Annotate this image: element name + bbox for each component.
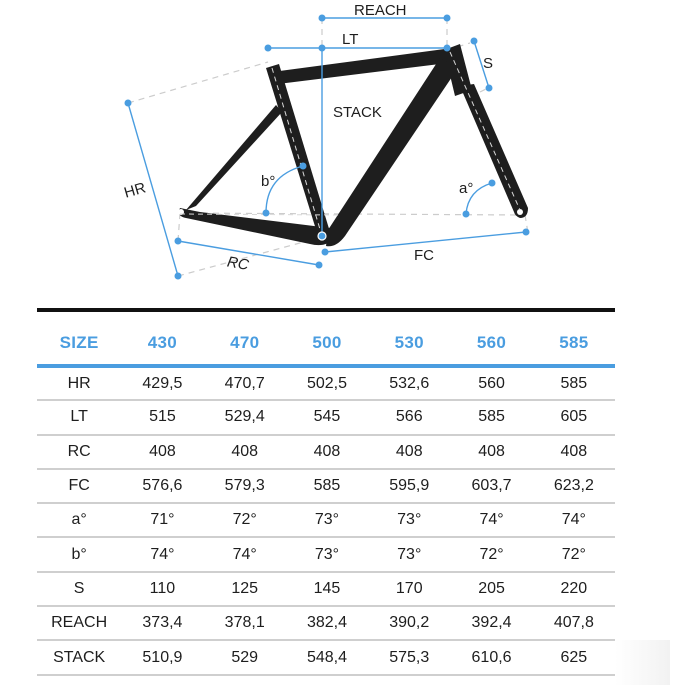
table-cell: 576,6 <box>121 469 203 503</box>
table-cell: 145 <box>286 572 368 606</box>
table-row <box>37 572 615 606</box>
table-cell: 560 <box>450 366 532 400</box>
stack-label: STACK <box>333 104 382 121</box>
row-label: RC <box>37 435 121 469</box>
table-cell: 74° <box>121 537 203 571</box>
row-label: b° <box>37 537 121 571</box>
table-row <box>37 606 615 640</box>
table-row <box>37 435 615 469</box>
table-row <box>37 400 615 434</box>
row-label: STACK <box>37 640 121 674</box>
table-cell: 603,7 <box>450 469 532 503</box>
table-cell: 408 <box>286 435 368 469</box>
table-cell: 408 <box>450 435 532 469</box>
table-cell: 71° <box>121 503 203 537</box>
table-cell: 110 <box>121 572 203 606</box>
size-column-header: 560 <box>450 312 532 366</box>
row-label: S <box>37 572 121 606</box>
table-cell: 170 <box>368 572 450 606</box>
table-cell: 625 <box>533 640 615 674</box>
table-cell: 585 <box>286 469 368 503</box>
bike-frame <box>178 44 528 246</box>
table-cell: 529 <box>204 640 286 674</box>
table-cell: 515 <box>121 400 203 434</box>
table-cell: 125 <box>204 572 286 606</box>
table-cell: 510,9 <box>121 640 203 674</box>
table-cell: 390,2 <box>368 606 450 640</box>
table-row <box>37 640 615 674</box>
rc-label: RC <box>225 253 251 274</box>
table-row <box>37 537 615 571</box>
table-cell: 408 <box>204 435 286 469</box>
bike-geometry-diagram <box>0 0 685 300</box>
fc-label: FC <box>414 247 434 264</box>
table-cell: 408 <box>533 435 615 469</box>
table-cell: 566 <box>368 400 450 434</box>
size-header: SIZE <box>37 312 121 366</box>
table-cell: 73° <box>286 503 368 537</box>
s-label: S <box>483 55 494 72</box>
table-cell: 392,4 <box>450 606 532 640</box>
table-cell: 378,1 <box>204 606 286 640</box>
table-row <box>37 366 615 400</box>
row-label: a° <box>37 503 121 537</box>
size-column-header: 585 <box>533 312 615 366</box>
reach-label: REACH <box>354 2 407 19</box>
row-label: FC <box>37 469 121 503</box>
geometry-table <box>37 312 615 676</box>
geometry-table-container <box>37 308 615 676</box>
table-cell: 429,5 <box>121 366 203 400</box>
row-label: HR <box>37 366 121 400</box>
table-cell: 382,4 <box>286 606 368 640</box>
table-header-row <box>37 312 615 366</box>
size-column-header: 500 <box>286 312 368 366</box>
table-row <box>37 503 615 537</box>
table-cell: 545 <box>286 400 368 434</box>
table-cell: 74° <box>204 537 286 571</box>
table-cell: 610,6 <box>450 640 532 674</box>
b-angle-label: b° <box>261 173 276 190</box>
table-cell: 373,4 <box>121 606 203 640</box>
table-cell: 74° <box>450 503 532 537</box>
hr-label: HR <box>122 179 148 202</box>
table-cell: 407,8 <box>533 606 615 640</box>
table-cell: 74° <box>533 503 615 537</box>
table-cell: 73° <box>368 503 450 537</box>
table-cell: 72° <box>450 537 532 571</box>
table-cell: 585 <box>533 366 615 400</box>
table-cell: 605 <box>533 400 615 434</box>
table-cell: 220 <box>533 572 615 606</box>
a-angle-label: a° <box>459 180 474 197</box>
table-cell: 73° <box>368 537 450 571</box>
table-cell: 470,7 <box>204 366 286 400</box>
row-label: REACH <box>37 606 121 640</box>
row-label: LT <box>37 400 121 434</box>
table-cell: 72° <box>533 537 615 571</box>
table-cell: 73° <box>286 537 368 571</box>
table-cell: 408 <box>121 435 203 469</box>
table-cell: 72° <box>204 503 286 537</box>
table-row <box>37 469 615 503</box>
table-cell: 532,6 <box>368 366 450 400</box>
table-cell: 548,4 <box>286 640 368 674</box>
table-cell: 502,5 <box>286 366 368 400</box>
table-cell: 529,4 <box>204 400 286 434</box>
table-cell: 579,3 <box>204 469 286 503</box>
table-cell: 575,3 <box>368 640 450 674</box>
table-cell: 408 <box>368 435 450 469</box>
lt-label: LT <box>342 31 359 48</box>
size-column-header: 430 <box>121 312 203 366</box>
size-column-header: 530 <box>368 312 450 366</box>
table-cell: 595,9 <box>368 469 450 503</box>
table-cell: 623,2 <box>533 469 615 503</box>
table-cell: 205 <box>450 572 532 606</box>
table-cell: 585 <box>450 400 532 434</box>
page-edge-shadow <box>615 640 670 685</box>
size-column-header: 470 <box>204 312 286 366</box>
